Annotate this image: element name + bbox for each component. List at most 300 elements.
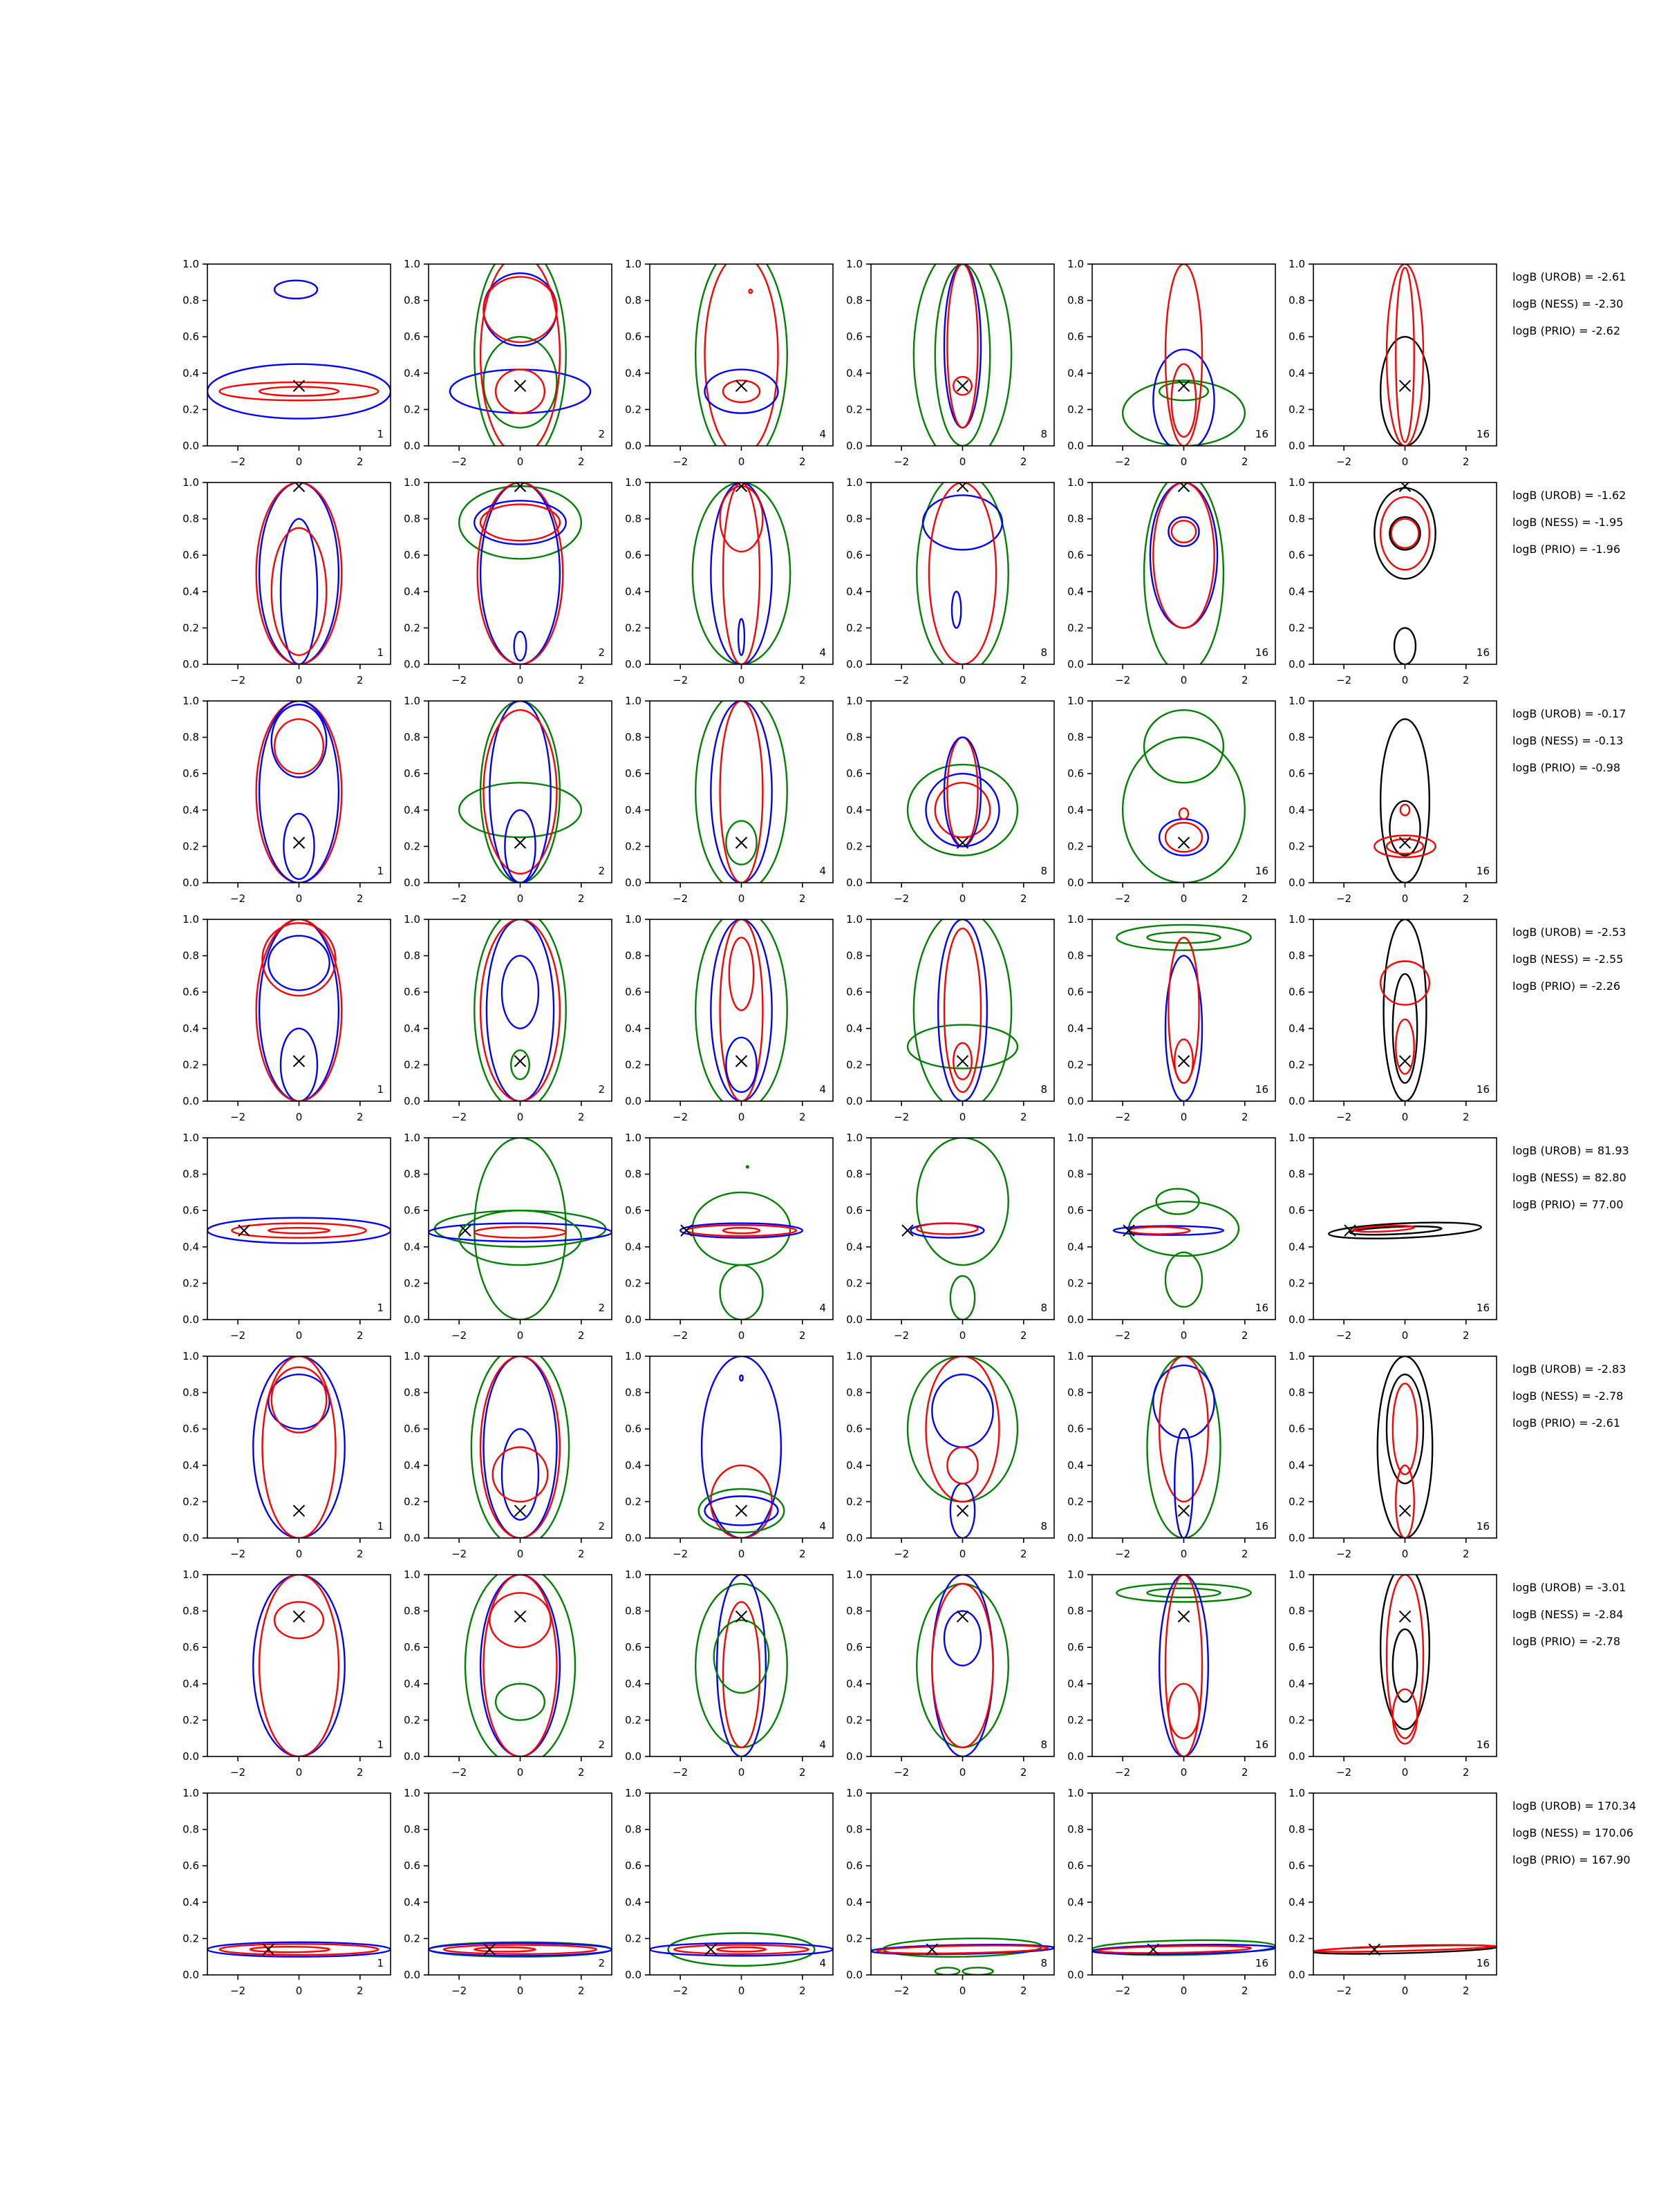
logb-annotation: logB (UROB) = 170.34 [1512,1799,1636,1812]
y-tick-label: 1.0 [404,1568,420,1581]
y-tick-label: 0.8 [404,1386,420,1399]
x-tick-label: −2 [673,456,688,468]
x-tick-label: 0 [738,1111,745,1123]
panel-sample-label: 8 [1040,428,1047,440]
panel-sample-label: 16 [1476,1083,1490,1096]
prio-contour [474,246,566,465]
x-tick-label: 2 [1463,674,1470,686]
urob-contour [740,1376,742,1381]
ness-contour [263,923,336,995]
y-tick-label: 0.2 [182,403,199,416]
x-tick-label: 2 [578,1548,585,1560]
urob-contour [283,814,314,879]
panel-r6-c1 [182,1350,391,1560]
urob-contour [1174,1429,1193,1538]
y-tick-label: 0.2 [404,1277,420,1290]
ness-contour [474,1227,566,1238]
y-tick-label: 0.4 [404,1459,420,1472]
ness-contour [496,370,545,413]
x-tick-label: 2 [1241,456,1248,468]
x-tick-label: −2 [1336,1548,1352,1560]
y-tick-label: 0.6 [1288,1423,1305,1436]
true-value-marker [1179,1611,1190,1622]
y-tick-label: 1.0 [1067,1132,1084,1144]
y-tick-label: 0.2 [182,1714,199,1727]
y-tick-label: 0.2 [846,1714,863,1727]
logb-annotation: logB (NESS) = 170.06 [1512,1826,1633,1839]
x-tick-label: 2 [1463,1985,1470,1997]
urob-contour [514,632,527,661]
x-tick-label: 2 [1463,1766,1470,1779]
y-tick-label: 1.0 [1067,1350,1084,1362]
urob-contour [429,1224,612,1241]
x-tick-label: 0 [516,892,524,905]
y-tick-label: 0.6 [1288,1204,1305,1217]
x-tick-label: 2 [357,456,364,468]
x-tick-label: 2 [1463,892,1470,905]
panel-sample-label: 8 [1040,1520,1047,1533]
y-tick-label: 0.8 [404,1823,420,1836]
x-tick-label: 2 [357,1766,364,1779]
y-tick-label: 0.2 [404,1932,420,1945]
prio-contour [1144,474,1224,673]
panel-sample-label: 2 [598,1738,605,1751]
true-value-marker [515,380,526,391]
y-tick-label: 0.6 [846,1859,863,1873]
y-tick-label: 0.2 [182,1277,199,1290]
x-tick-label: −2 [1115,1111,1131,1123]
y-tick-label: 0.0 [404,1313,420,1326]
ness-contour [480,505,560,541]
axes-frame [1092,919,1275,1101]
y-tick-label: 1.0 [1288,476,1305,489]
x-tick-label: 0 [516,1766,524,1779]
true-value-marker [736,1506,747,1517]
y-tick-label: 1.0 [404,476,420,489]
prio-contour [1123,738,1245,883]
y-tick-label: 0.2 [404,403,420,416]
y-tick-label: 1.0 [182,258,199,270]
y-tick-label: 0.6 [846,1423,863,1436]
y-tick-label: 0.2 [1067,403,1084,416]
y-tick-label: 1.0 [625,1350,641,1362]
y-tick-label: 0.2 [182,1058,199,1071]
y-tick-label: 0.8 [846,1823,863,1836]
ness-contour [1387,839,1423,854]
panel-sample-label: 8 [1040,1302,1047,1314]
ness-contour [1387,264,1423,446]
y-tick-label: 0.4 [1288,1459,1305,1472]
y-tick-label: 1.0 [182,476,199,489]
panel-r2-c1 [182,476,391,686]
urob-contour [738,619,744,655]
panel-r1-c1 [182,258,391,468]
axes-frame [871,1138,1054,1320]
x-tick-label: −2 [1336,456,1352,468]
urob-contour [938,919,987,1101]
panel-sample-label: 16 [1255,865,1268,877]
y-tick-label: 0.2 [1288,1714,1305,1727]
panel-r4-c3 [625,910,833,1123]
x-tick-label: 2 [578,1766,585,1779]
true-value-marker [1179,1056,1190,1067]
y-tick-label: 0.2 [625,1714,641,1727]
y-tick-label: 0.4 [404,1677,420,1690]
x-tick-label: 2 [1020,1548,1027,1560]
panel-sample-label: 2 [598,1957,605,1969]
x-tick-label: −2 [894,1329,910,1342]
panel-r7-c2 [404,1566,612,1779]
y-tick-label: 0.4 [404,585,420,598]
y-tick-label: 0.8 [625,1604,641,1618]
y-tick-label: 0.8 [1288,512,1305,525]
panel-sample-label: 8 [1040,1083,1047,1096]
y-tick-label: 0.2 [1288,1058,1305,1071]
y-tick-label: 0.2 [625,840,641,853]
x-tick-label: −2 [673,1985,688,1997]
y-tick-label: 0.4 [182,1240,199,1253]
reference-contour [1374,488,1435,579]
reference-contour [1389,801,1420,856]
y-tick-label: 0.4 [182,1459,199,1472]
x-tick-label: 2 [357,674,364,686]
panel-sample-label: 4 [819,865,826,877]
y-tick-label: 0.6 [846,1204,863,1217]
y-tick-label: 0.0 [182,1750,199,1763]
y-tick-label: 0.8 [404,949,420,962]
x-tick-label: 0 [1180,1548,1188,1560]
y-tick-label: 0.0 [846,1750,863,1763]
urob-contour [487,919,554,1101]
y-tick-label: 0.0 [846,877,863,889]
x-tick-label: 2 [799,1111,806,1123]
x-tick-label: −2 [1115,1985,1131,1997]
panel-sample-label: 1 [377,1957,384,1969]
axes-frame [207,1793,391,1975]
x-tick-label: 0 [959,1548,966,1560]
x-tick-label: 2 [578,456,585,468]
x-tick-label: −2 [673,1329,688,1342]
panel-r5-c2 [404,1132,612,1342]
panel-sample-label: 16 [1255,1957,1268,1969]
axes-frame [871,482,1054,664]
y-tick-label: 0.6 [625,330,641,344]
urob-contour [1165,956,1202,1101]
y-tick-label: 0.4 [404,366,420,379]
panel-r1-c2 [404,246,612,468]
y-tick-label: 0.6 [846,330,863,344]
y-tick-label: 1.0 [1067,695,1084,707]
ness-contour [232,1224,366,1238]
y-tick-label: 0.6 [182,1423,199,1436]
y-tick-label: 1.0 [625,1132,641,1144]
urob-contour [932,1374,993,1447]
panel-sample-label: 16 [1476,1520,1490,1533]
y-tick-label: 0.6 [404,1423,420,1436]
logb-annotation: logB (UROB) = -2.61 [1512,270,1627,283]
panel-r2-c4 [846,474,1054,686]
x-tick-label: 0 [295,892,303,905]
y-tick-label: 1.0 [404,1132,420,1144]
y-tick-label: 0.6 [1067,1204,1084,1217]
y-tick-label: 0.6 [1288,1641,1305,1654]
y-tick-label: 1.0 [846,476,863,489]
y-tick-label: 0.0 [1288,1750,1305,1763]
x-tick-label: 0 [738,1548,745,1560]
y-tick-label: 0.8 [182,1386,199,1399]
urob-contour [480,1575,560,1756]
y-tick-label: 0.2 [404,1495,420,1508]
x-tick-label: 2 [1020,1111,1027,1123]
x-tick-label: −2 [451,1329,467,1342]
panel-r4-c2 [404,910,612,1123]
panel-r6-c4 [846,1350,1054,1560]
y-tick-label: 0.0 [625,1313,641,1326]
urob-contour [259,919,339,1101]
y-tick-label: 0.4 [846,585,863,598]
y-tick-label: 1.0 [182,1568,199,1581]
x-tick-label: −2 [1115,674,1131,686]
y-tick-label: 0.8 [1288,1604,1305,1618]
reference-contour [1393,1629,1417,1702]
true-value-marker [736,380,747,391]
y-tick-label: 0.2 [1288,1277,1305,1290]
axes-frame [871,919,1054,1101]
y-tick-label: 0.4 [625,585,641,598]
y-tick-label: 0.4 [1067,1459,1084,1472]
y-tick-label: 0.6 [625,1859,641,1873]
y-tick-label: 0.0 [625,1095,641,1107]
y-tick-label: 0.8 [404,1604,420,1618]
y-tick-label: 0.4 [625,366,641,379]
y-tick-label: 0.2 [1067,1714,1084,1727]
panel-sample-label: 1 [377,428,384,440]
ness-contour [259,387,339,396]
true-value-marker [1400,1056,1411,1067]
x-tick-label: −2 [451,1111,467,1123]
axes-frame [429,482,612,664]
x-tick-label: 0 [295,1329,303,1342]
y-tick-label: 0.0 [625,1532,641,1544]
x-tick-label: 0 [1401,674,1409,686]
ness-contour [705,255,778,455]
x-tick-label: 0 [959,456,966,468]
ness-contour [717,1947,766,1951]
prio-contour [695,1584,787,1747]
y-tick-label: 0.4 [1288,366,1305,379]
axes-frame [871,264,1054,446]
x-tick-label: −2 [1115,1766,1131,1779]
panel-sample-label: 2 [598,1520,605,1533]
y-tick-label: 0.6 [1067,986,1084,999]
x-tick-label: 0 [738,674,745,686]
prio-contour [480,701,560,883]
panel-r8-c3 [625,1787,833,1997]
panel-sample-label: 1 [377,865,384,877]
y-tick-label: 0.4 [625,803,641,816]
y-tick-label: 0.8 [1067,512,1084,525]
axes-frame [429,919,612,1101]
y-tick-label: 0.8 [1067,949,1084,962]
urob-contour [450,370,590,413]
logb-annotation: logB (NESS) = -2.84 [1512,1608,1624,1621]
ness-contour [929,482,996,664]
ness-contour [1165,823,1202,852]
ness-contour [1393,1689,1417,1744]
urob-contour [274,281,317,299]
x-tick-label: 0 [295,1766,303,1779]
y-tick-label: 1.0 [1288,695,1305,707]
x-tick-label: −2 [230,1548,246,1560]
panel-r7-c6 [1288,1566,1497,1779]
ness-contour [749,290,752,293]
y-tick-label: 0.6 [182,986,199,999]
y-tick-label: 0.8 [1067,1386,1084,1399]
ness-contour [1391,519,1419,548]
x-tick-label: 2 [357,1985,364,1997]
y-tick-label: 0.8 [1288,1386,1305,1399]
ness-contour [720,701,763,883]
logb-annotation: logB (PRIO) = 167.90 [1512,1853,1631,1866]
x-tick-label: 0 [1401,1329,1409,1342]
panel-r3-c2 [404,695,612,905]
logb-annotation: logB (NESS) = 82.80 [1512,1171,1627,1184]
y-tick-label: 0.4 [1288,1022,1305,1035]
y-tick-label: 0.4 [1288,585,1305,598]
y-tick-label: 0.4 [625,1022,641,1035]
prio-contour [917,474,1009,673]
y-tick-label: 1.0 [404,258,420,270]
y-tick-label: 0.2 [625,1058,641,1071]
axes-frame [1092,264,1275,446]
y-tick-label: 0.0 [625,1969,641,1981]
panel-r3-c1 [182,695,391,905]
x-tick-label: 0 [516,1985,524,1997]
y-tick-label: 0.4 [1067,1677,1084,1690]
y-tick-label: 0.0 [625,658,641,671]
x-tick-label: 2 [1020,892,1027,905]
ness-contour [272,528,327,655]
y-tick-label: 0.2 [1067,840,1084,853]
x-tick-label: −2 [451,892,467,905]
y-tick-label: 1.0 [846,695,863,707]
x-tick-label: 2 [799,1329,806,1342]
panel-r4-c4 [846,910,1054,1123]
ness-contour [917,1224,977,1235]
y-tick-label: 0.0 [1288,1095,1305,1107]
y-tick-label: 0.2 [182,621,199,635]
panel-sample-label: 2 [598,865,605,877]
x-tick-label: 2 [1463,1111,1470,1123]
axes-frame [429,701,612,883]
y-tick-label: 0.4 [1067,803,1084,816]
urob-contour [272,704,327,777]
urob-contour [281,1029,317,1101]
x-tick-label: 2 [578,1985,585,1997]
y-tick-label: 1.0 [404,1787,420,1799]
prio-contour [1165,1253,1202,1307]
logb-annotation: logB (UROB) = -1.62 [1512,489,1627,502]
y-tick-label: 0.6 [1288,549,1305,562]
x-tick-label: 2 [1020,1985,1027,1997]
urob-contour [489,701,550,883]
y-tick-label: 0.0 [846,1095,863,1107]
x-tick-label: 2 [1463,1548,1470,1560]
x-tick-label: 0 [1180,674,1188,686]
y-tick-label: 0.0 [404,658,420,671]
x-tick-label: 2 [1241,1766,1248,1779]
y-tick-label: 0.0 [846,658,863,671]
y-tick-label: 0.0 [625,440,641,452]
y-tick-label: 0.6 [1067,1641,1084,1654]
y-tick-label: 0.8 [1288,294,1305,307]
y-tick-label: 0.2 [182,1932,199,1945]
y-tick-label: 0.2 [846,621,863,635]
panel-r1-c5 [1067,258,1275,468]
y-tick-label: 0.4 [182,366,199,379]
y-tick-label: 1.0 [1288,1350,1305,1362]
y-tick-label: 0.8 [625,731,641,744]
logb-annotation: logB (PRIO) = 77.00 [1512,1198,1624,1211]
x-tick-label: 2 [799,674,806,686]
panel-r6-c6 [1288,1350,1497,1560]
y-tick-label: 1.0 [625,1568,641,1581]
prio-contour [914,910,1011,1110]
x-tick-label: 0 [1401,1766,1409,1779]
panel-sample-label: 2 [598,1083,605,1096]
ness-contour [729,937,753,1010]
logb-annotation: logB (UROB) = -2.83 [1512,1362,1627,1376]
true-value-marker [515,1506,526,1517]
y-tick-label: 0.6 [404,549,420,562]
panel-sample-label: 16 [1255,428,1268,440]
x-tick-label: 2 [578,1111,585,1123]
x-tick-label: 0 [738,456,745,468]
urob-contour [505,810,535,883]
y-tick-label: 0.2 [182,1495,199,1508]
y-tick-label: 0.8 [1067,1604,1084,1618]
urob-contour [1150,482,1217,628]
y-tick-label: 0.0 [404,1750,420,1763]
y-tick-label: 0.4 [182,803,199,816]
y-tick-label: 0.0 [182,1095,199,1107]
panel-r2-c3 [625,476,833,686]
y-tick-label: 0.4 [1067,1240,1084,1253]
y-tick-label: 0.6 [625,1641,641,1654]
true-value-marker [294,1611,305,1622]
y-tick-label: 0.8 [1288,1168,1305,1181]
y-tick-label: 1.0 [625,913,641,926]
y-tick-label: 0.2 [1067,1277,1084,1290]
y-tick-label: 0.2 [846,1495,863,1508]
y-tick-label: 0.8 [182,512,199,525]
y-tick-label: 0.0 [846,1313,863,1326]
y-tick-label: 0.0 [404,440,420,452]
x-tick-label: 0 [516,674,524,686]
y-tick-label: 0.6 [182,1641,199,1654]
urob-contour [259,701,339,883]
panel-r2-c2 [404,476,612,686]
panel-r8-c6 [1288,1787,1497,1997]
y-tick-label: 0.6 [1067,1859,1084,1873]
y-tick-label: 0.8 [1288,1823,1305,1836]
y-tick-label: 1.0 [846,1350,863,1362]
panel-r5-c6 [1288,1132,1497,1342]
ness-contour [1179,808,1188,819]
true-value-marker [263,1944,274,1955]
x-tick-label: 0 [1180,1766,1188,1779]
y-tick-label: 0.2 [625,1495,641,1508]
